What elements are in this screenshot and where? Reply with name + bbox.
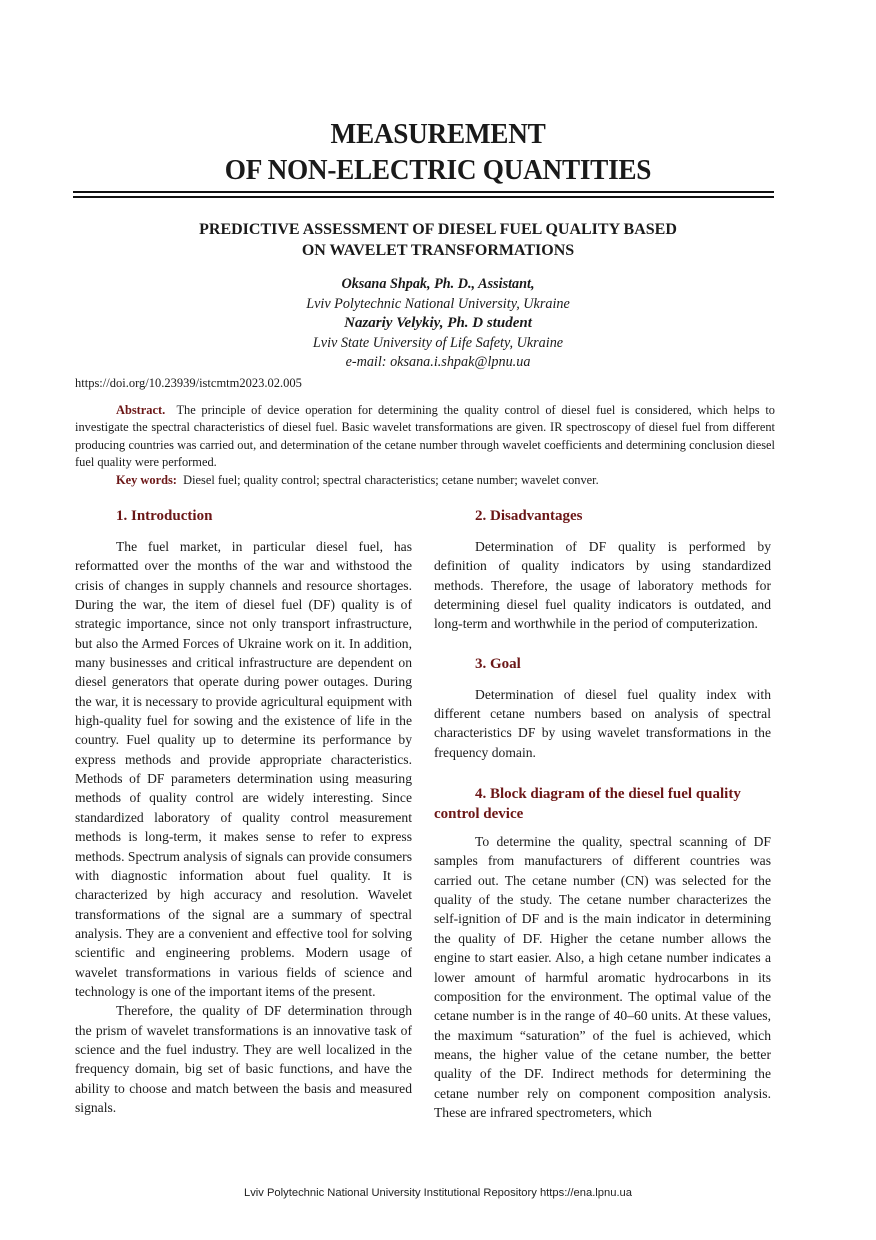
author-affiliation: Lviv Polytechnic National University, Ukraine [306,295,570,312]
author-affiliation: Lviv State University of Life Safety, Ukraine [312,334,564,351]
keywords-paragraph [75,472,775,489]
journal-section-line-2: OF NON-ELECTRIC QUANTITIES [224,154,652,186]
authors-block [0,275,876,373]
repository-footer: Lviv Polytechnic National University Institutional Repository https://ena.lpnu.ua [243,1187,633,1199]
keywords-text: Diesel fuel; quality control; spectral characteristics; cetane number; wavelet conver. [183,472,599,487]
section-heading-introduction: 1. Introduction [116,508,213,524]
disadvantages-paragraph: Determination of DF quality is performed by definition of quality indicators by using standardized methods. Therefore, the usage of laboratory methods for determining diesel fuel quality indicators is outdated, and long-term and worthwhile in the period of computerization. [434,539,771,632]
keywords-label: Key words: [116,472,177,487]
section-heading-goal: 3. Goal [475,655,521,672]
paper-title-line-2: ON WAVELET TRANSFORMATIONS [301,242,575,259]
paper-title [0,219,876,261]
goal-paragraph: Determination of diesel fuel quality index with different cetane numbers based on analysis of spectral characteristics DF by using wavelet transformations in the frequency domain. [434,686,771,760]
paper-title-line-1: PREDICTIVE ASSESSMENT OF DIESEL FUEL QUALITY BASED [199,221,677,238]
author-name: Nazariy Velykiy, Ph. D student [344,315,532,331]
journal-section-line-1: MEASUREMENT [330,118,546,150]
section-heading-disadvantages: 2. Disadvantages [475,508,583,524]
abstract-text: The principle of device operation for determining the quality control of diesel fuel is considered, which helps to investigate the spectral characteristics of diesel fuel. Basic wavelet transformations are given. IR spectroscopy of diesel fuel from different producing countries was carried out, and determination of the cetane number through wavelet coefficients and determining conclusion diesel fuel quality were performed. [75,403,775,470]
abstract-block [75,402,775,489]
doi-link[interactable]: https://doi.org/10.23939/istcmtm2023.02.005 [75,376,302,390]
left-column [75,506,412,1117]
block-diagram-paragraph: To determine the quality, spectral scanning of DF samples from manufacturers of different countries was carried out. The cetane number (CN) was selected for the quality of the study. The cetane number characterizes the self-ignition of DF and is the main indicator in determining the quality of DF. Higher the cetane number allows the engine to start easier. Also, a high cetane number indicates a lower amount of harmful aromatic hydrocarbons in its composition for the environment. The optimal value of the cetane number is in the range of 40–60 units. At these values, the maximum “saturation” of the fuel is achieved, which means, the higher value of the cetane number, the better quality of the DF. Indirect methods for determining the cetane number rely on component composition analysis. These are infrared spectrometers, which [434,834,771,1120]
introduction-paragraph-1: The fuel market, in particular diesel fuel, has reformatted over the months of the war and withstood the crisis of changes in supply channels and resource shortages. During the war, the item of diesel fuel (DF) quality is of strategic importance, since not only transport infrastructure, but also the Armed Forces of Ukraine work on it. In addition, many businesses and critical infrastructure are dependent on diesel generators that operate during power outages. During the war, it is necessary to provide agricultural equipment with high-quality fuel for sowing and the existence of life in the country. Fuel quality up to determine its performance by express methods and provide appropriate characteristics. Methods of DF parameters determination using measuring methods of quality control are widely interesting. Since standardized laboratory of quality control measurement methods is long-term, it makes sense to refer to express methods. Spectrum analysis of signals can provide consumers with diagnostic information about fuel quality. It is characterized by high accuracy and resolution. Wavelet transformations of the signal are a summary of spectral analysis. They are a convenient and effective tool for solving scientific and engineering problems. Modern usage of wavelet transformations in various fields of science and technology is one of the important items of the present. [75,539,412,999]
author-name: Oksana Shpak, Ph. D., Assistant, [341,276,535,292]
abstract-label: Abstract. [116,403,166,417]
journal-section-title [0,116,876,188]
introduction-paragraph-2: Therefore, the quality of DF determination through the prism of wavelet transformations is an innovative task of science and the fuel industry. They are well localized in the frequency domain, big set of basic functions, and have the ability to choose and match between the basis and measured signals. [75,1003,412,1115]
right-column [434,506,771,1122]
rule-top [73,191,774,193]
author-email[interactable]: e-mail: oksana.i.shpak@lpnu.ua [345,354,531,370]
rule-bottom [73,196,774,198]
double-rule-divider [73,191,774,198]
section-heading-block-diagram: 4. Block diagram of the diesel fuel quality control device [434,786,741,823]
abstract-paragraph [75,402,775,472]
